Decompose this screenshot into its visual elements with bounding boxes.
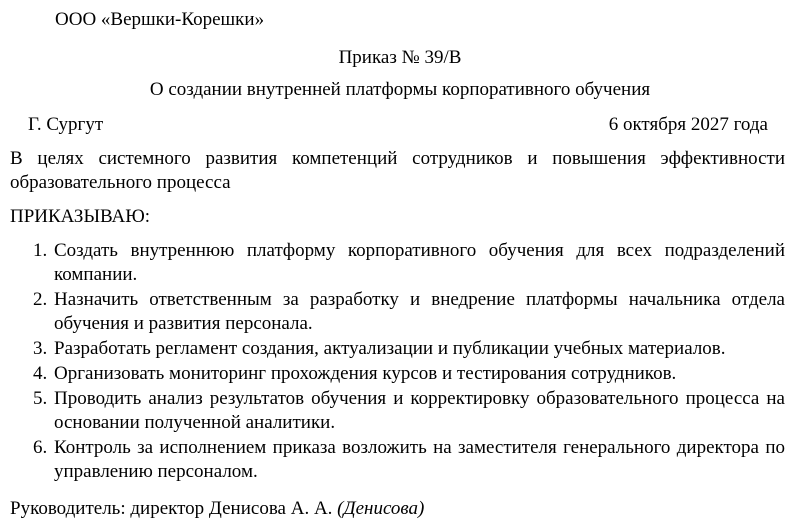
order-date: 6 октября 2027 года <box>608 114 768 135</box>
preamble-text: В целях системного развития компетенций сотрудников и повышения эффективности образовательного процесса <box>10 148 785 193</box>
order-item-text: Разработать регламент создания, актуализации и публикации учебных материалов. <box>54 338 726 359</box>
order-items-list <box>33 239 785 485</box>
order-item-number: 6. <box>33 437 48 458</box>
order-item-text: Контроль за исполнением приказа возложить на заместителя генерального директора по управлению персоналом. <box>54 437 785 482</box>
order-item-number: 1. <box>33 240 48 261</box>
order-item-text: Проводить анализ результатов обучения и корректировку образовательного процесса на основании полученной аналитики. <box>54 388 785 433</box>
order-item-text: Организовать мониторинг прохождения курсов и тестирования сотрудников. <box>54 363 677 384</box>
order-directive: ПРИКАЗЫВАЮ: <box>10 206 151 227</box>
signature-handwritten: (Денисова) <box>337 498 425 519</box>
signature-label: Руководитель: директор Денисова А. А. <box>10 498 333 519</box>
order-item <box>33 337 785 361</box>
order-item <box>33 362 785 386</box>
order-item-text: Создать внутреннюю платформу корпоративного обучения для всех подразделений компании. <box>54 240 785 285</box>
order-item-number: 3. <box>33 338 48 359</box>
order-city: Г. Сургут <box>28 114 104 135</box>
organization-name: ООО «Вершки-Корешки» <box>55 9 265 30</box>
order-item <box>33 239 785 287</box>
order-item <box>33 436 785 484</box>
order-item-number: 5. <box>33 388 48 409</box>
order-subject: О создании внутренней платформы корпоративного обучения <box>149 79 651 100</box>
order-item-number: 4. <box>33 363 48 384</box>
order-item <box>33 288 785 336</box>
order-item <box>33 387 785 435</box>
signature-line <box>10 497 424 521</box>
order-title: Приказ № 39/В <box>338 47 462 68</box>
order-item-number: 2. <box>33 289 48 310</box>
order-item-text: Назначить ответственным за разработку и внедрение платформы начальника отдела обучения и развития персонала. <box>54 289 785 334</box>
